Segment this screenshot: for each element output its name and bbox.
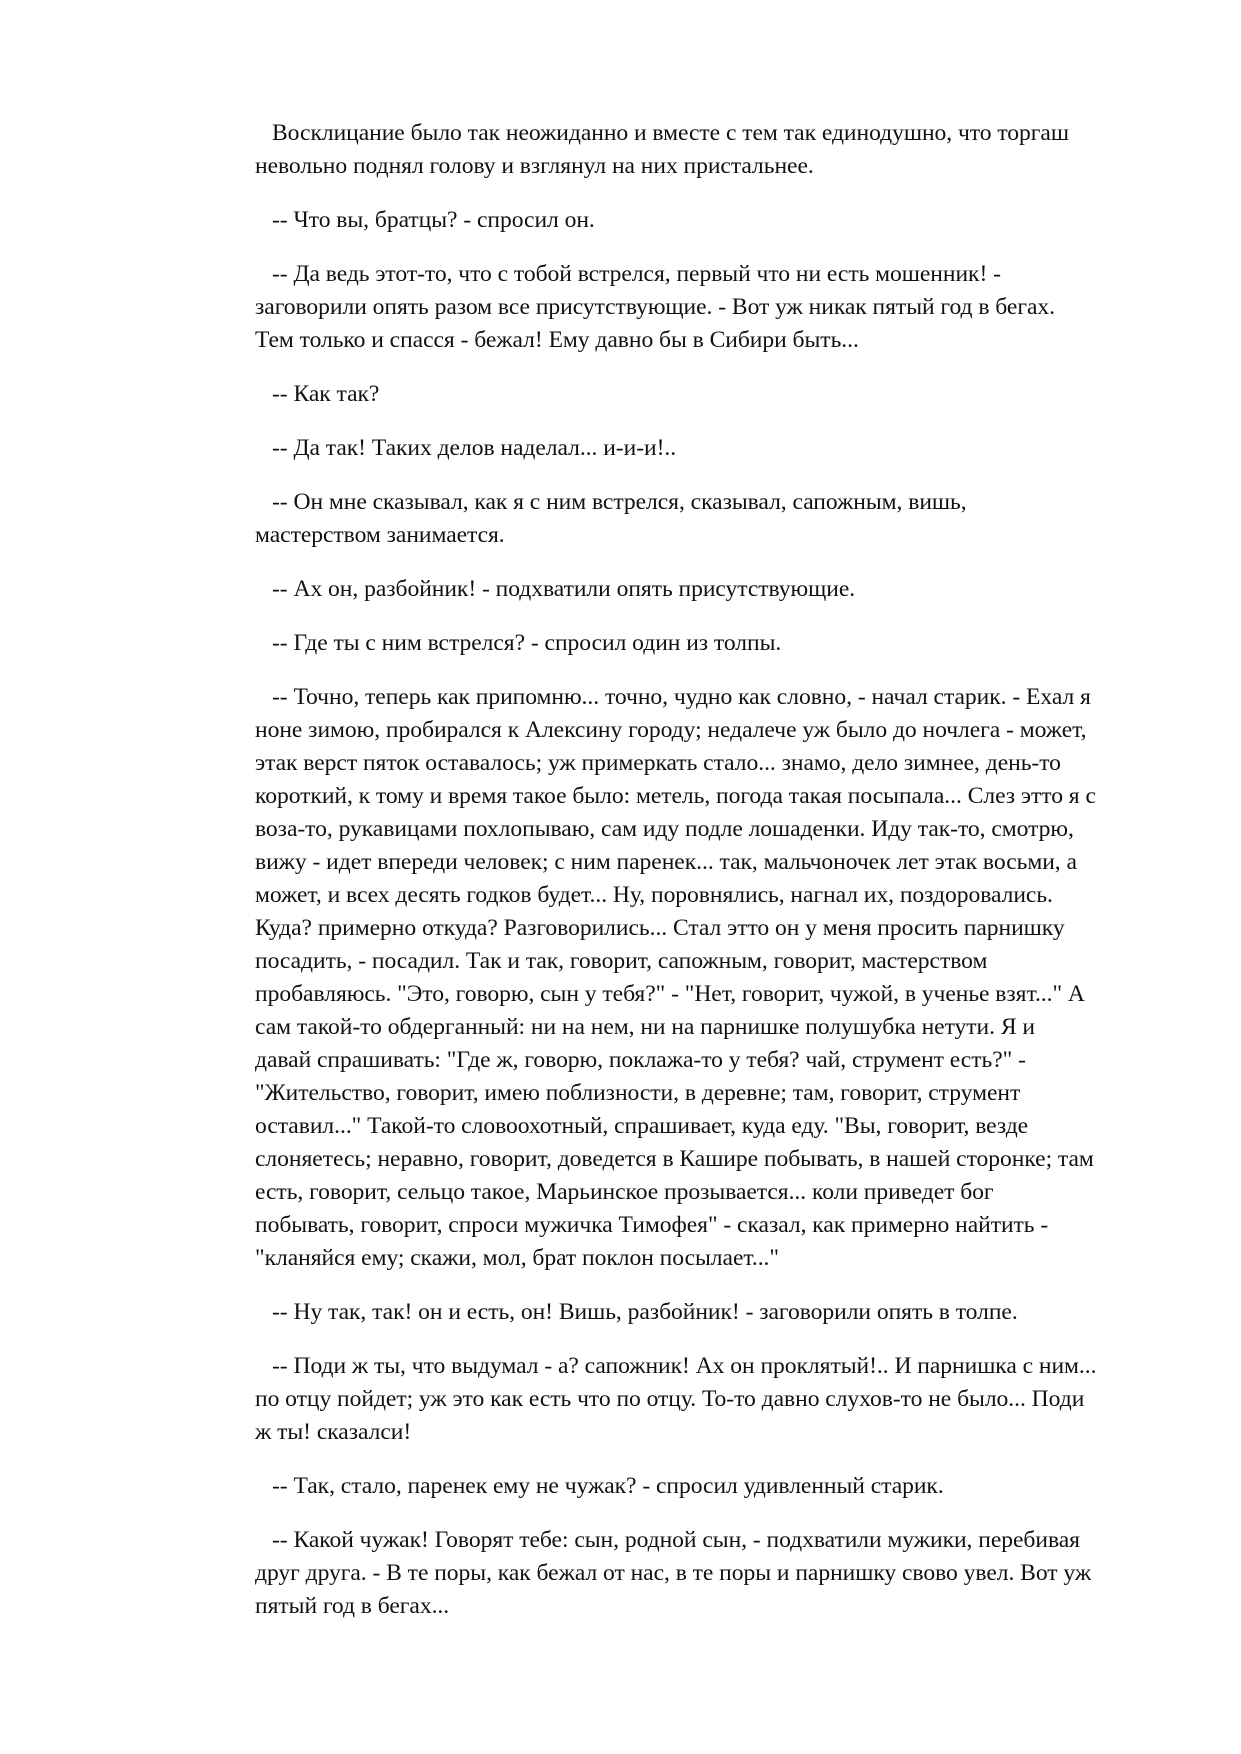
paragraph-what-he-invented: -- Поди ж ты, что выдумал - а? сапожник! Ах он проклятый!.. И парнишка с ним... по отцу пойдет; уж это как есть что по отцу. То-то давно слухов-то не было... Поди ж ты! сказалси! <box>255 1353 1097 1445</box>
paragraph-robber: -- Ах он, разбойник! - подхватили опять присутствующие. <box>272 576 856 602</box>
paragraph-where-met: -- Где ты с ним встрелся? - спросил один из толпы. <box>272 630 782 656</box>
paragraph-exclamation: Восклицание было так неожиданно и вместе с тем так единодушно, что торгаш невольно поднял голову и взглянул на них пристальнее. <box>255 120 1069 179</box>
paragraph-old-man-story: -- Точно, теперь как припомню... точно, чудно как словно, - начал старик. - Ехал я ноне зимою, пробирался к Алексину городу; недалече уж было до ночлега - может, этак верст пяток оставалось; уж примеркать стало... знамо, дело зимнее, день-то короткий, к тому и время такое было: метель, погода такая посыпала... Слез этто я с воза-то, рукавицами похлопываю, сам иду подле лошаденки. Иду так-то, смотрю, вижу - идет впереди человек; с ним паренек... так, мальчоночек лет этак восьми, а может, и всех десять годков будет... Ну, поровнялись, нагнал их, поздоровались. Куда? примерно откуда? Разговорились... Стал этто он у меня просить парнишку посадить, - посадил. Так и так, говорит, сапожным, говорит, мастерством пробавляюсь. "Это, говорю, сын у тебя?" - "Нет, говорит, чужой, в ученье взят..." А сам такой-то обдерганный: ни на нем, ни на парнишке полушубка нетути. Я и давай спрашивать: "Где ж, говорю, поклажа-то у тебя? чай, струмент есть?" - "Жительство, говорит, имею поблизности, в деревне; там, говорит, струмент оставил..." Такой-то словоохотный, спрашивает, куда еду. "Вы, говорит, везде слоняетесь; неравно, говорит, доведется в Кашире побывать, в нашей сторонке; там есть, говорит, сельцо такое, Марьинское прозывается... коли приведет бог побывать, говорит, спроси мужичка Тимофея" - сказал, как примерно найтить - "кланяйся ему; скажи, мол, брат поклон посылает..." <box>255 684 1096 1271</box>
paragraph-what-brothers: -- Что вы, братцы? - спросил он. <box>272 207 595 233</box>
paragraph-swindler: -- Да ведь этот-то, что с тобой встрелся, первый что ни есть мошенник! - заговорили опять разом все присутствующие. - Вот уж никак пятый год в бегах. Тем только и спасся - бежал! Ему давно бы в Сибири быть... <box>255 261 1055 353</box>
paragraph-own-son: -- Какой чужак! Говорят тебе: сын, родной сын, - подхватили мужики, перебивая друг друга. - В те поры, как бежал от нас, в те поры и парнишку свово увел. Вот уж пятый год в бегах... <box>255 1527 1092 1619</box>
paragraph-such-deeds: -- Да так! Таких делов наделал... и-и-и!.. <box>272 435 677 461</box>
paragraph-he-is-the-one: -- Ну так, так! он и есть, он! Вишь, разбойник! - заговорили опять в толпе. <box>272 1299 1018 1325</box>
document-page <box>255 117 1175 1644</box>
paragraph-how-so: -- Как так? <box>272 381 380 407</box>
paragraph-shoemaker: -- Он мне сказывал, как я с ним встрелся, сказывал, сапожным, вишь, мастерством занимается. <box>255 489 967 548</box>
paragraph-not-stranger: -- Так, стало, паренек ему не чужак? - спросил удивленный старик. <box>272 1473 944 1499</box>
